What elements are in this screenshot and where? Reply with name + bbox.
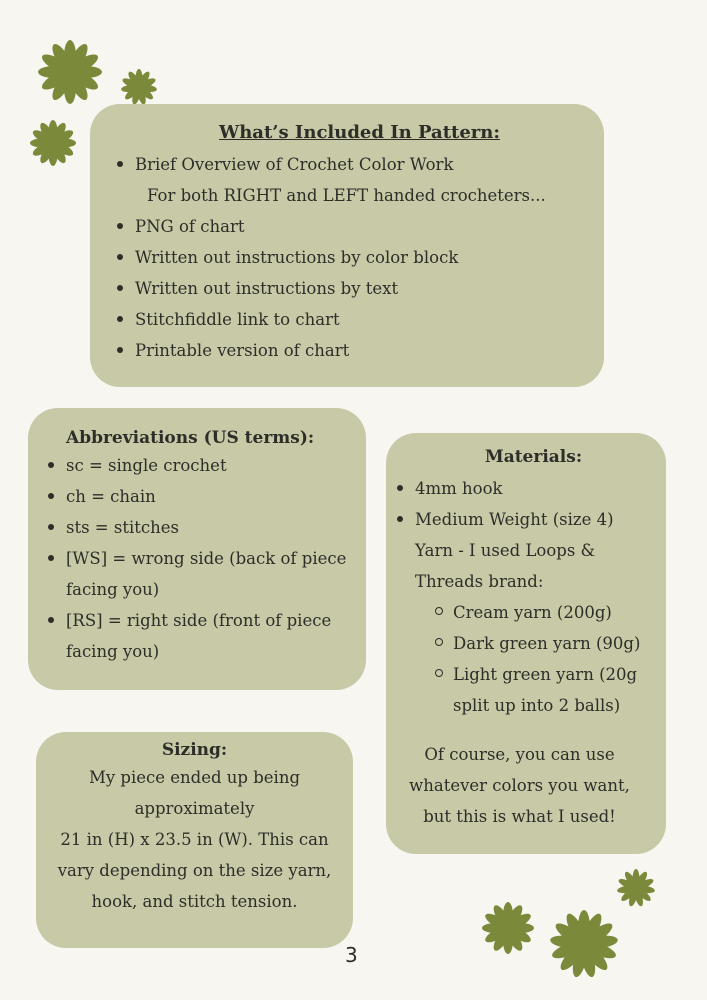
included-item: Stitchfiddle link to chart [135,304,584,335]
included-item: Written out instructions by text [135,273,584,304]
included-card [90,104,604,387]
abbreviation-item: [RS] = right side (front of piece facing you) [66,605,352,667]
flower-icon [548,908,620,980]
sizing-text: 21 in (H) x 23.5 in (W). This can vary depending on the size yarn, hook, and stitch tension. [57,830,332,911]
material-item: Medium Weight (size 4) Yarn - I used Loops & Threads brand: [415,504,652,597]
flower-icon [28,118,78,168]
included-item: PNG of chart [135,211,584,242]
included-title: What’s Included In Pattern: [218,122,500,143]
flower-icon [120,68,158,106]
page-number: 3 [345,943,358,967]
sizing-title: Sizing: [161,740,228,760]
abbreviation-item: sc = single crochet [66,450,352,481]
abbreviation-item: sts = stitches [66,512,352,543]
abbreviations-card [28,408,366,690]
flower-icon [36,38,104,106]
yarn-item: Cream yarn (200g) [453,597,652,628]
flower-icon [616,868,656,908]
yarn-item: Dark green yarn (90g) [453,628,652,659]
materials-card [386,433,666,854]
included-item: Brief Overview of Crochet Color Work [135,149,584,180]
yarn-item: Light green yarn (20g split up into 2 balls) [453,659,652,721]
sizing-card [36,732,353,948]
materials-note: Of course, you can use whatever colors you want, but this is what I used! [409,745,630,826]
abbreviation-item: [WS] = wrong side (back of piece facing you) [66,543,352,605]
material-item: 4mm hook [415,473,652,504]
included-item: For both RIGHT and LEFT handed crocheters... [147,186,546,205]
materials-title: Materials: [484,447,583,467]
sizing-text: My piece ended up being approximately [88,768,301,818]
abbreviation-item: ch = chain [66,481,352,512]
included-item: Written out instructions by color block [135,242,584,273]
included-item: Printable version of chart [135,335,584,366]
flower-icon [480,900,536,956]
abbreviations-title: Abbreviations (US terms): [66,428,315,448]
